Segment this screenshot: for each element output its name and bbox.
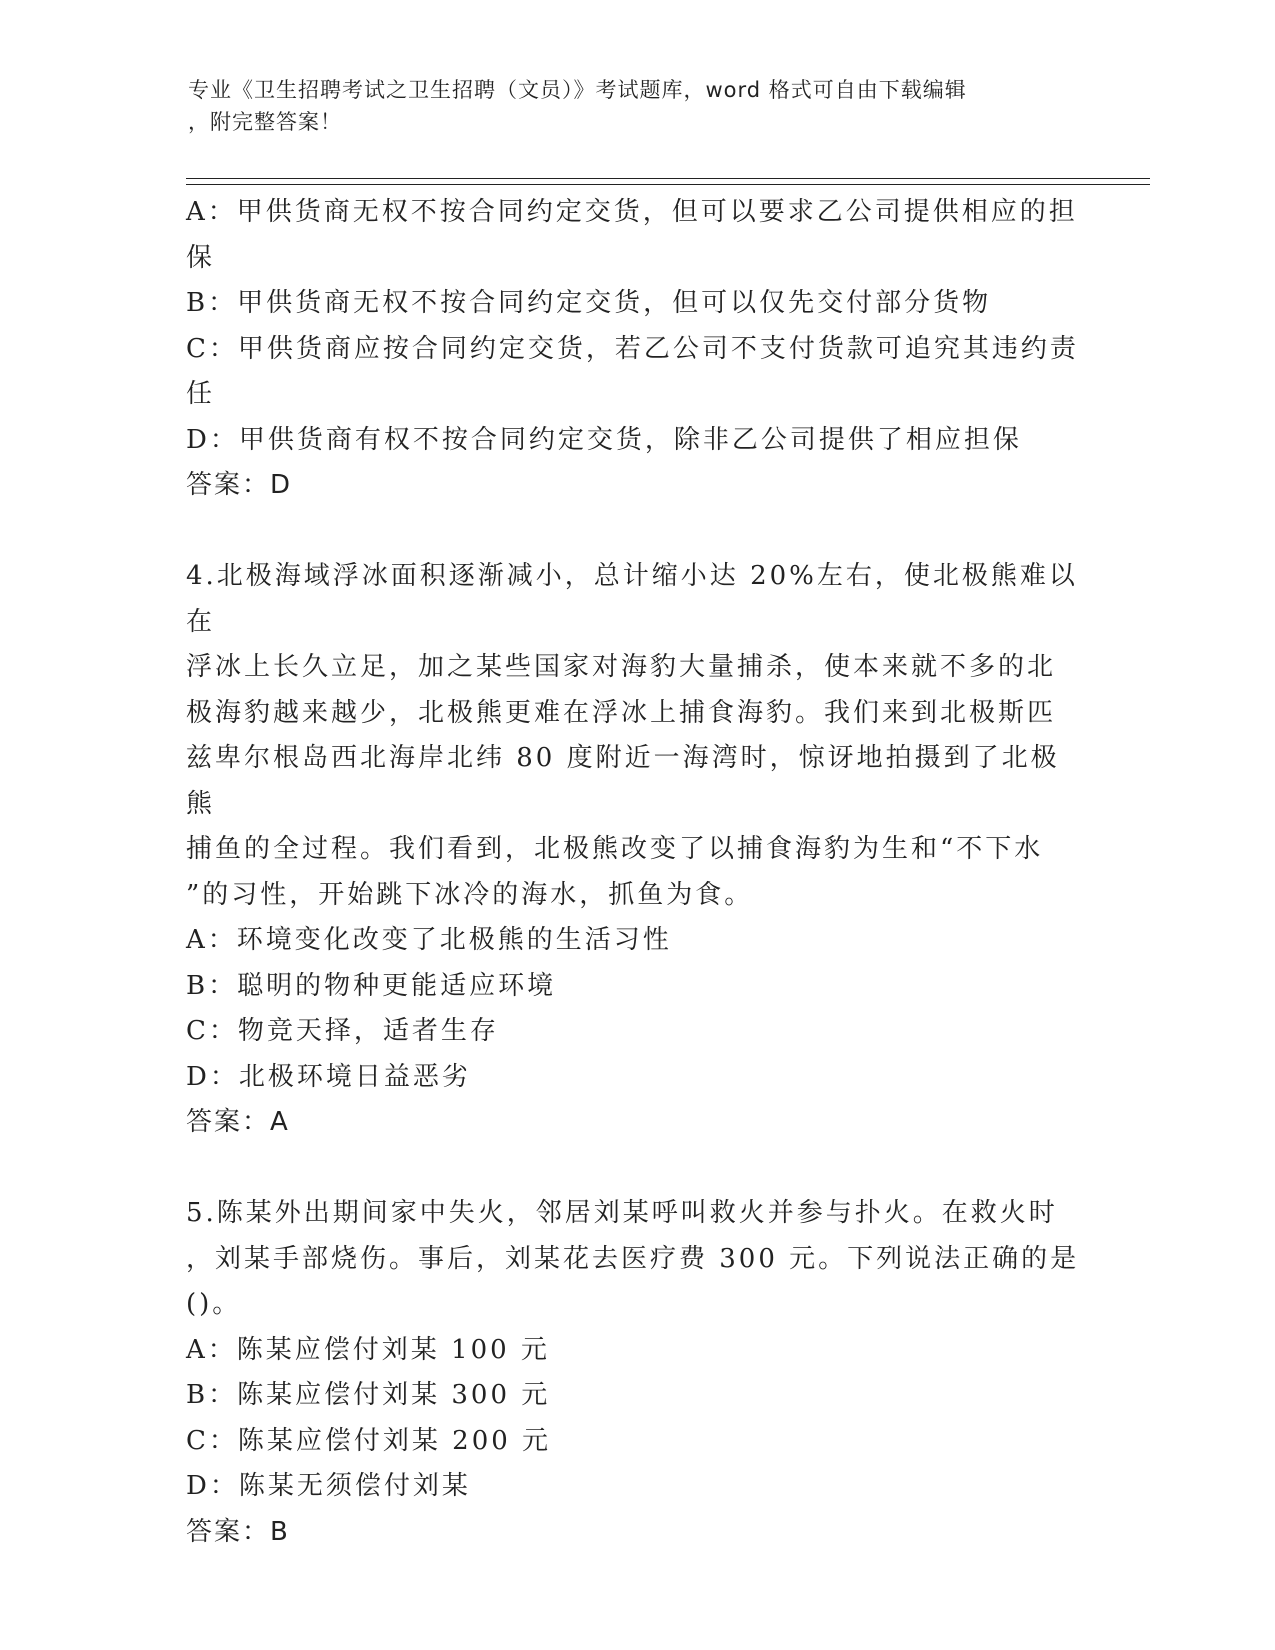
q4-option-c: C：物竞天择，适者生存 (186, 1016, 499, 1046)
q4-answer: 答案：A (186, 1107, 290, 1137)
q5-stem-line-1: 5.陈某外出期间家中失火，邻居刘某呼叫救火并参与扑火。在救火时 (186, 1198, 1058, 1228)
q5-stem-line-2: ，刘某手部烧伤。事后，刘某花去医疗费 300 元。下列说法正确的是 (186, 1243, 1080, 1274)
header-divider-bottom (186, 184, 1150, 185)
spacer (186, 1146, 1086, 1192)
q5-stem-line-3: ()。 (186, 1289, 242, 1319)
q3-option-b: B：甲供货商无权不按合同约定交货，但可以仅先交付部分货物 (186, 288, 992, 318)
q5-option-a: A：陈某应偿付刘某 100 元 (186, 1334, 550, 1365)
q4-option-b: B：聪明的物种更能适应环境 (186, 970, 557, 1001)
q3-option-c-line-2: 任 (186, 379, 216, 409)
q4-stem-line-2: 浮冰上长久立足，加之某些国家对海豹大量捕杀，使本来就不多的北 (186, 652, 1057, 682)
q4-stem-line-3: 极海豹越来越少，北极熊更难在浮冰上捕食海豹。我们来到北极斯匹 (186, 697, 1057, 728)
q3-option-d: D：甲供货商有权不按合同约定交货，除非乙公司提供了相应担保 (186, 424, 1022, 455)
q3-option-a-line-2: 保 (186, 242, 216, 273)
q4-stem-line-1: 4.北极海域浮冰面积逐渐减小，总计缩小达 20%左右，使北极熊难以在 (186, 561, 1078, 637)
header-line-1: 专业《卫生招聘考试之卫生招聘（文员）》考试题库，word 格式可自由下载编辑 (188, 78, 967, 102)
q3-option-a-line-1: A：甲供货商无权不按合同约定交货，但可以要求乙公司提供相应的担 (186, 197, 1078, 227)
q3-option-c-line-1: C：甲供货商应按合同约定交货，若乙公司不支付货款可追究其违约责 (186, 333, 1079, 364)
page-header (188, 74, 1068, 138)
q4-option-a: A：环境变化改变了北极熊的生活习性 (186, 925, 672, 955)
header-divider-top (186, 178, 1150, 179)
spacer (186, 509, 1086, 555)
q5-option-c: C：陈某应偿付刘某 200 元 (186, 1425, 552, 1456)
q4-stem-line-5: 捕鱼的全过程。我们看到，北极熊改变了以捕食海豹为生和“不下水 (186, 834, 1044, 864)
header-line-2: ，附完整答案！ (188, 110, 342, 134)
question-5 (186, 1191, 1086, 1555)
q4-stem-line-4: 兹卑尔根岛西北海岸北纬 80 度附近一海湾时，惊讶地拍摄到了北极熊 (186, 743, 1060, 819)
q5-option-b: B：陈某应偿付刘某 300 元 (186, 1380, 551, 1410)
question-3-options (186, 190, 1086, 509)
document-body (186, 190, 1086, 1555)
q4-option-d: D：北极环境日益恶劣 (186, 1061, 471, 1092)
q5-option-d: D：陈某无须偿付刘某 (186, 1471, 471, 1501)
q3-answer: 答案：D (186, 470, 293, 500)
q5-answer: 答案：B (186, 1516, 290, 1547)
question-4 (186, 554, 1086, 1146)
q4-stem-line-6: ”的习性，开始跳下冰冷的海水，抓鱼为食。 (186, 879, 754, 910)
